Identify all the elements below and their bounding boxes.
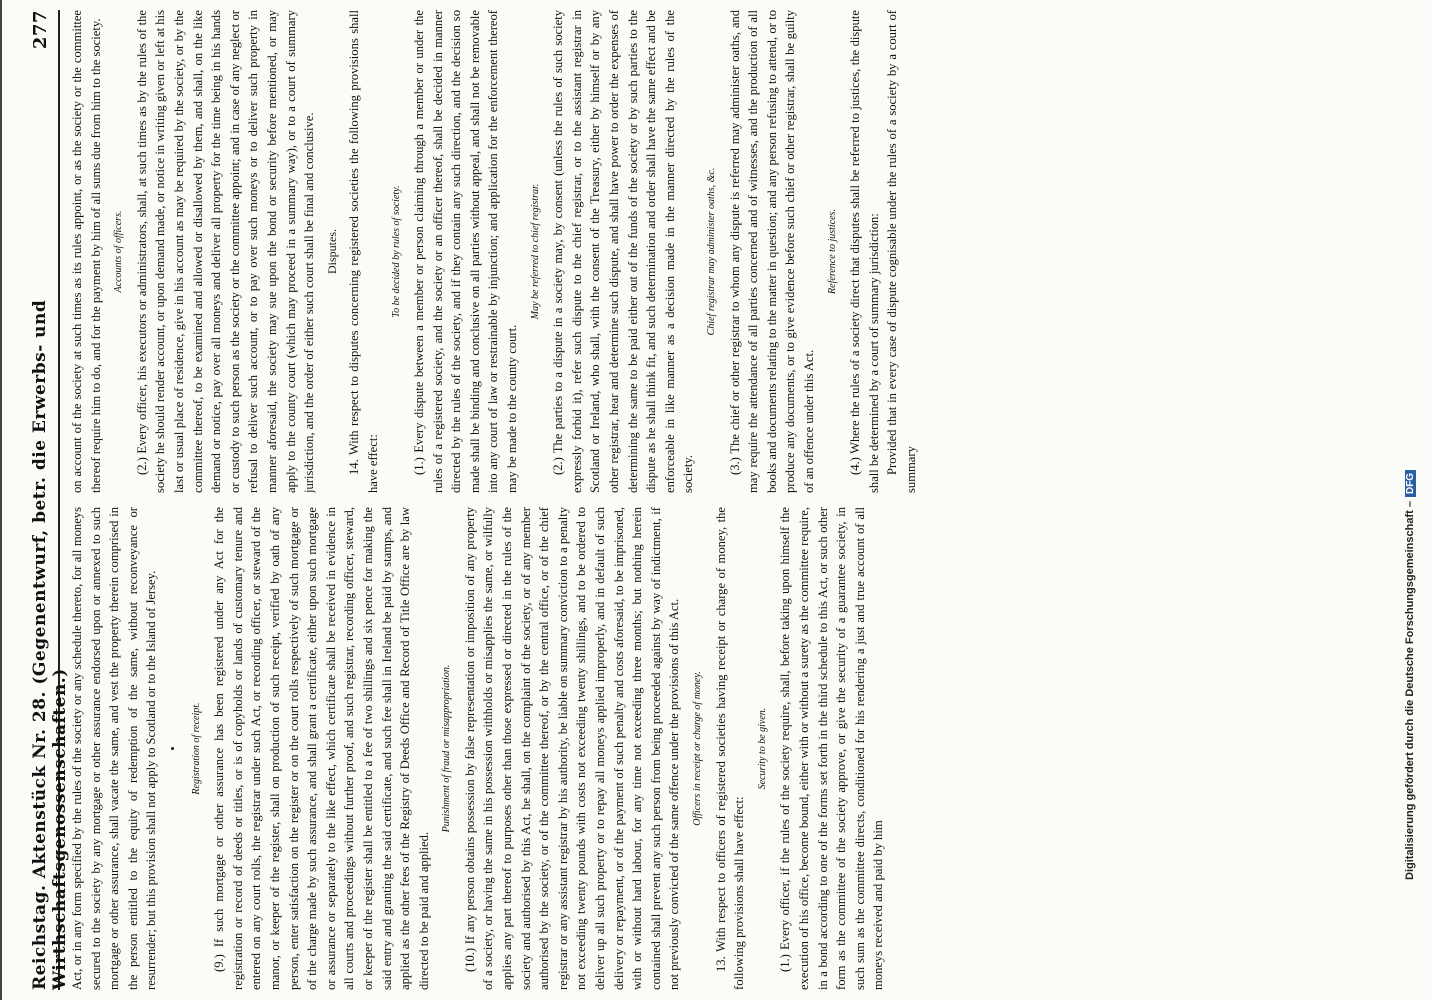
paragraph: Provided that in every case of dispute cognisable under the rules of a society by a court of summary	[885, 10, 918, 493]
paragraph: (3.) The chief or other registrar to whom any dispute is referred may administer oaths, and may require the attendance of all parties concerned and of witnesses, and the production of all books and documents relating to the matter in question; and any person refusing to attend, or to produce any documents, or to give evidence before such chief or other registrar, shall be guilty of an offence under this Act.	[727, 10, 816, 493]
side-heading: Punishment of fraud or misappropriation.	[441, 664, 453, 833]
running-head-title: Reichstag. Aktenstück Nr. 28. (Gegenentwurf, betr. die Erwerbs- und Wirthschaftsgenossenschaften.)	[30, 299, 70, 990]
side-heading: Accounts of officers.	[113, 210, 125, 293]
page-number: 277	[30, 10, 51, 50]
scan-edge	[0, 0, 2, 1000]
side-heading: May be referred to chief registrar.	[529, 183, 541, 320]
side-heading: Security to be given.	[756, 707, 768, 790]
paragraph: (4.) Where the rules of a society direct that disputes shall be referred to justices, the dispute shall be determined by a court of summary jurisdiction:	[848, 10, 881, 493]
paragraph: 13. With respect to officers of registered societies having receipt or charge of money, the following provisions shall have effect:	[713, 507, 747, 990]
side-heading: Registration of receipt.	[190, 702, 202, 795]
stamp-text	[1404, 0, 1426, 880]
paragraph: (1.) Every dispute between a member or person claiming through a member or under the rules of a registered society, and the society or an officer thereof, shall be decided in manner directed by the rules of the society, and if they contain any such direction, and the decision so made shall be binding and conclusive on all parties without appeal, and shall not be removable into any court of law or restrainable by injunction; and application for the enforcement thereof may be made to the county court.	[412, 10, 520, 493]
side-heading: Reference to justices.	[826, 209, 838, 294]
paragraph: (9.) If such mortgage or other assurance has been registered under any Act for the registration or record of deeds or titles, or is of copyholds or lands of customary tenure and entered on any court rolls, the registrar under such Act, or recording officer, or steward of the manor, or keeper of the register, shall on production of such receipt, verified by oath of any person, enter satisfaction on the register or on the court rolls respectively of such mortgage or of the charge made by such assurance, and shall grant a certificate, either upon such mortgage or assurance or separately to the like effect, which certificate shall be received in evidence in all courts and proceedings without further proof, and such registrar, recording officer, steward, or keeper of the register shall be entitled to a fee of two shillings and six pence for making the said entry and granting the said certificate, and such fee shall in Ireland be paid by stamps, and applied as the other fees of the Registry of Deeds Office and Record of Title Office are by law directed to be paid and applied.	[212, 507, 431, 990]
section-heading: Disputes.	[324, 229, 339, 274]
side-heading: Officers in receipt or charge of money.	[692, 671, 703, 826]
digitization-stamp	[1400, 0, 1426, 1000]
paragraph: (1.) Every officer, if the rules of the society require, shall, before taking upon himself the execution of his office, become bound, either with or without a surety as the committee require, in a bond according to one of the forms set forth in the third schedule to this Act, or such other form as the committee of the society approve, or give the security of a guarantee society, in such sum as the committee directs, conditioned for his rendering a just and true account of all moneys received and paid by him	[778, 507, 886, 990]
side-heading: To be decided by rules of society.	[390, 185, 402, 318]
right-column	[68, 10, 1370, 493]
separator-dot: •	[165, 746, 180, 751]
paragraph: on account of the society at such times as its rules appoint, or as the society or the committee thereof require him to do, and for the payment by him of all sums due from him to the society.	[70, 10, 103, 493]
dfg-logo: DFG	[1405, 470, 1416, 497]
paragraph: Act, or in any form specified by the rules of the society or any schedule thereto, for all moneys secured to the society by any mortgage or other assurance endorsed upon or annexed to such mortgage or other assurance, shall vacate the same, and vest the property therein comprised in the person entitled to the equity of redemption of the same, without reconveyance or resurrender; but this provision shall not apply to Scotland or to the Island of Jersey.	[70, 507, 159, 990]
side-heading: Chief registrar may administer oaths, &c.	[706, 167, 717, 336]
paragraph: 14. With respect to disputes concerning registered societies the following provisions shall have effect:	[347, 10, 380, 493]
running-head	[28, 10, 70, 990]
stamp-label: Digitalisierung gefördert durch die Deutsche Forschungsgemeinschaft –	[1404, 501, 1416, 880]
paragraph: (2.) Every officer, his executors or administrators, shall, at such times as by the rules of the society he should render account, or upon demand made, or notice in writing given or left at his last or usual place of residence, give in his account as may be required by the society, or by the committee thereof, to be examined and allowed or disallowed by them, and shall, on the like demand or notice, pay over all moneys and deliver all property for the time being in his hands or custody to such person as the society or the committee appoint; and in case of any neglect or refusal to deliver such account, or to pay over such moneys or to deliver such property in manner aforesaid, the society may sue upon the bond or security before mentioned, or may apply to the county court (which may proceed in a summary way), or to a court of summary jurisdiction, and the order of either such court shall be final and conclusive.	[134, 10, 317, 493]
left-column	[68, 507, 1370, 990]
text-columns	[68, 10, 1370, 990]
paragraph: (10.) If any person obtains possession by false representation or imposition of any property of a society, or having the same in his possession withholds or misapplies the same, or wilfully applies any part thereof to purposes other than those expressed or directed in the rules of the society and authorised by this Act, he shall, on the complaint of the society, or of any member authorised by the society, or of the committee thereof, or by the central office, or of the chief registrar or any assistant registrar by his authority, be liable on summary conviction to a penalty not exceeding twenty pounds with costs not exceeding twenty shillings, and to be ordered to deliver up all such property or to repay all moneys applied improperly, and in default of such delivery or repayment, or of the payment of such penalty and costs aforesaid, to be imprisoned, with or without hard labour, for any time not exceeding three months; but nothing herein contained shall prevent any such person from being proceeded against by way of indictment, if not previously convicted of the same offence under the provisions of this Act.	[462, 507, 682, 990]
paragraph: (2.) The parties to a dispute in a society may, by consent (unless the rules of such society expressly forbid it), refer such dispute to the chief registrar, or to the assistant registrar in Scotland or Ireland, who shall, with the consent of the Treasury, either by himself or by any other registrar, hear and determine such dispute, and shall have power to order the expenses of determining the same to be paid either out of the funds of the society or by such parties to the dispute as he shall think fit, and such determination and order shall have the same effect and be enforceable in like manner as a decision made in the manner directed by the rules of the society.	[551, 10, 696, 493]
